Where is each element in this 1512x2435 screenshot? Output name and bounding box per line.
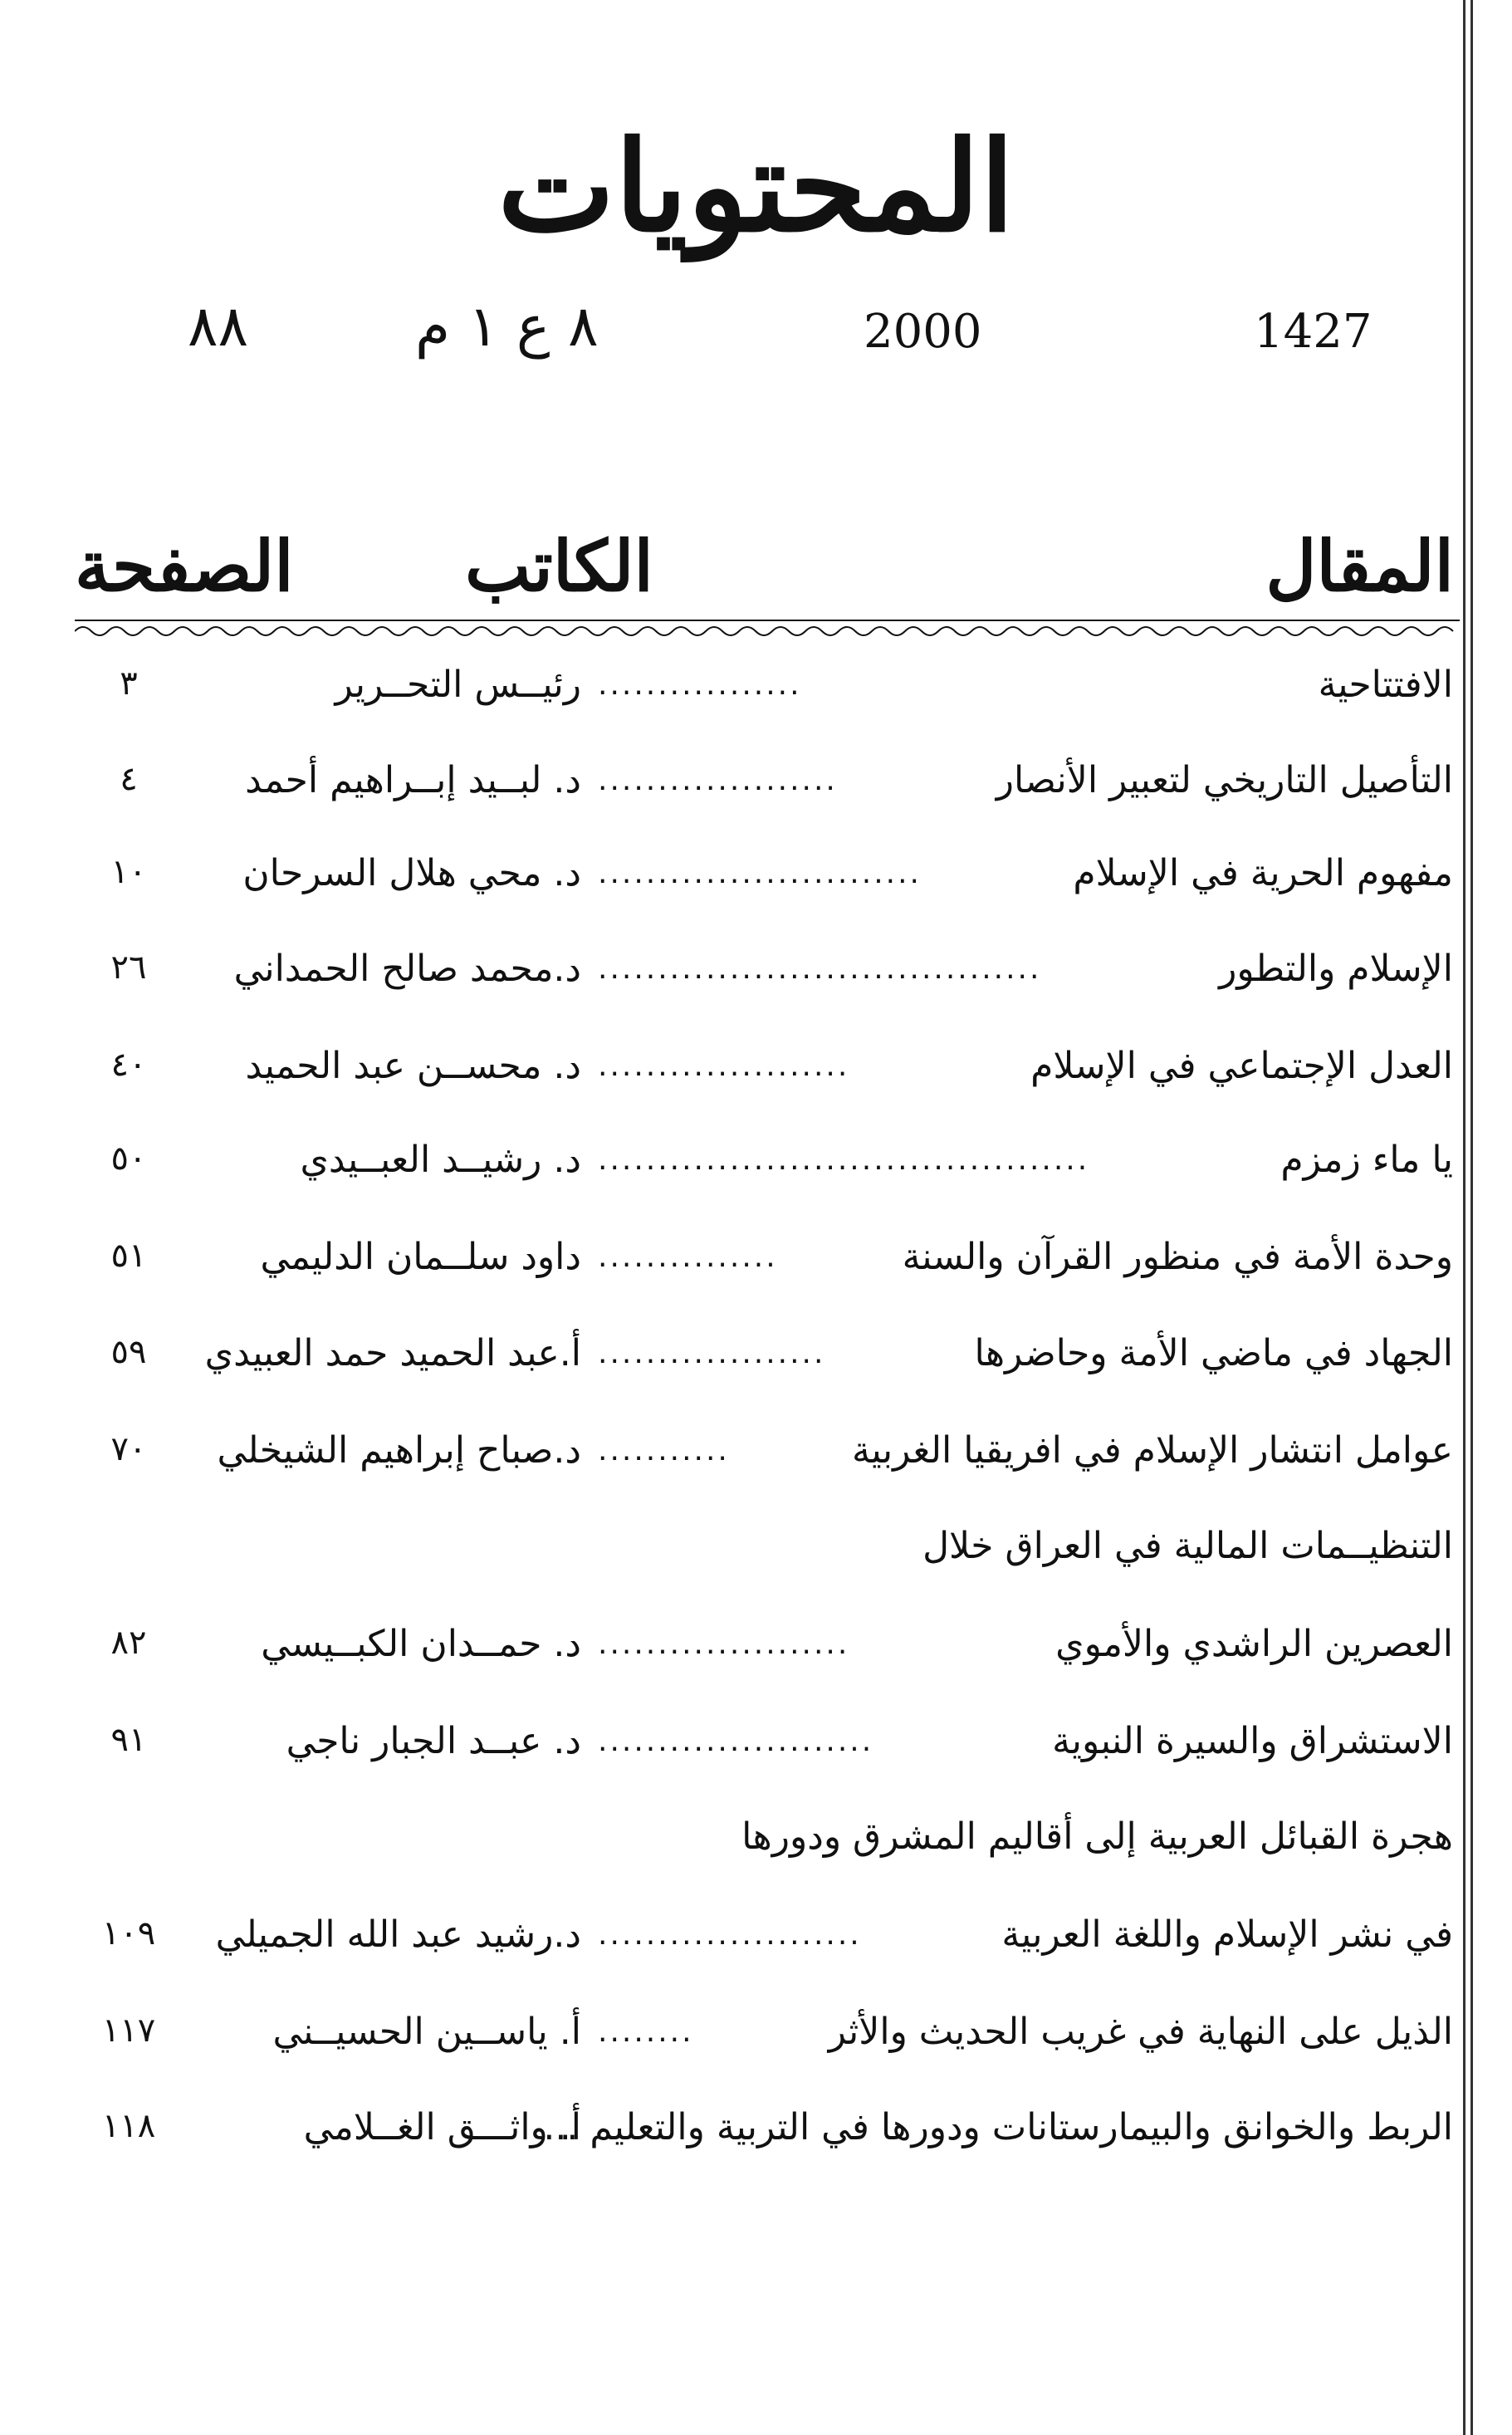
leader-dots: .................... [598,763,838,797]
handwritten-issue: ٨ ع ١ م [415,294,599,360]
article-title: الذيل على النهاية في غريب الحديث والأثر [828,2011,1453,2053]
toc-row [66,1913,1453,1975]
page-number: ٥٩ [110,1333,147,1371]
page-border [1463,0,1473,2435]
article-title: عوامل انتشار الإسلام في افريقيا الغربية [851,1429,1453,1472]
article-author: د. محســن عبد الحميد [245,1045,581,1087]
article-title: الإسلام والتطور [1219,948,1453,990]
article-title: الجهاد في ماضي الأمة وحاضرها [974,1332,1453,1374]
page-number: ٤ [120,760,138,798]
page-title: المحتويات [497,114,1015,260]
page-number: ١١٧ [101,2011,156,2050]
article-author: أ. ياســين الحسيــني [272,2011,581,2053]
article-author: أ. واثـــق الغــلامي [303,2106,581,2148]
leader-dots: ................. [598,668,802,702]
article-author: د.رشيد عبد الله الجميلي [215,1913,581,1956]
article-title: في نشر الإسلام واللغة العربية [1001,1913,1453,1956]
page-number: ١١٨ [101,2107,156,2145]
page-number: ٨٢ [110,1624,147,1662]
article-title: الافتتاحية [1318,664,1453,706]
article-title: هجرة القبائل العربية إلى أقاليم المشرق ودورها [741,1815,1453,1858]
toc-row [66,1139,1453,1200]
leader-dots: ............... [598,1240,778,1274]
toc-row [66,1429,1453,1491]
leader-dots: ........................... [598,856,922,890]
leader-dots: ..................................... [598,952,1042,986]
article-title: التنظيــمات المالية في العراق خلال [922,1525,1453,1567]
article-author: د. رشيــد العبــيدي [300,1139,581,1181]
page-number: ٤٠ [110,1046,147,1084]
article-title: العدل الإجتماعي في الإسلام [1030,1045,1453,1087]
article-author: د. لبــيد إبــراهيم أحمد [245,759,581,801]
toc-row [66,1720,1453,1781]
article-author: رئيــس التحــرير [335,664,581,706]
article-author: د. حمــدان الكبــيسي [261,1623,581,1665]
toc-row [66,1045,1453,1106]
page-number: ١٠٩ [101,1914,156,1952]
header-author: الكاتب [465,525,653,607]
page-number: ٢٦ [110,948,147,987]
toc-row [66,852,1453,914]
leader-dots: ......................................... [598,1143,1090,1177]
page-number: ٩١ [110,1721,147,1759]
article-title: العصرين الراشدي والأموي [1055,1623,1453,1665]
header-page: الصفحة [75,525,294,607]
leader-dots: ................... [598,1336,826,1370]
toc-row [66,1815,1453,1877]
leader-dots: ..................... [598,1049,850,1083]
article-title: يا ماء زمزم [1280,1139,1453,1181]
article-author: داود سلــمان الدليمي [260,1236,581,1278]
header-underline [75,616,1460,641]
article-title: مفهوم الحرية في الإسلام [1073,852,1453,894]
page-number: ٣ [120,664,138,703]
toc-row [66,948,1453,1009]
handwritten-number: ٨٨ [188,294,249,360]
leader-dots: ...................... [598,1918,862,1952]
toc-row [66,759,1453,821]
page-number: ٥١ [110,1237,147,1275]
article-author: أ.عبد الحميد حمد العبيدي [204,1332,581,1374]
toc-row [66,1332,1453,1394]
header-article: المقال [1265,525,1454,607]
toc-row [66,2106,1453,2168]
article-author: د.محمد صالح الحمداني [233,948,581,990]
handwritten-hijri: 1427 [1254,305,1373,359]
page-number: ١٠ [110,853,147,891]
article-author: د. محي هلال السرحان [242,852,581,894]
toc-row [66,1525,1453,1586]
leader-dots: ........... [598,1433,730,1467]
toc-row [66,1236,1453,1297]
toc-row [66,664,1453,725]
handwritten-year: 2000 [864,305,982,359]
toc-row [66,2011,1453,2072]
toc-row [66,1623,1453,1684]
page-number: ٧٠ [110,1430,147,1468]
leader-dots: ..................... [598,1627,850,1661]
article-title: الربط والخوانق والبيمارستانات ودورها في التربية والتعليم ... [543,2106,1453,2148]
leader-dots: ....................... [598,1724,874,1758]
page-number: ٥٠ [110,1139,147,1178]
article-title: وحدة الأمة في منظور القرآن والسنة [902,1236,1453,1278]
leader-dots: ........ [598,2015,694,2049]
article-title: الاستشراق والسيرة النبوية [1052,1720,1453,1762]
article-title: التأصيل التاريخي لتعبير الأنصار [996,759,1453,801]
article-author: د. عبــد الجبار ناجي [286,1720,581,1762]
article-author: د.صباح إبراهيم الشيخلي [217,1429,581,1472]
